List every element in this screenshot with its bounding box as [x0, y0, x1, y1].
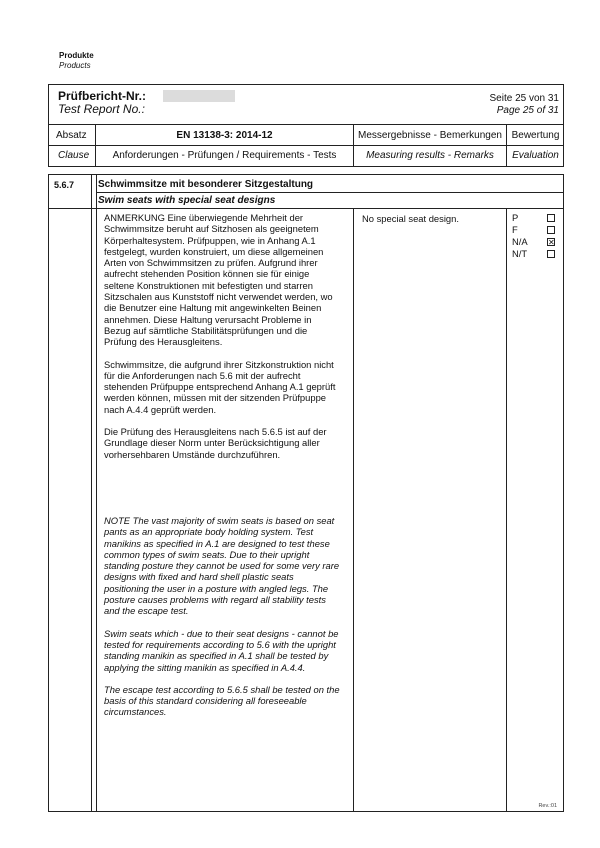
paragraph: NOTE The vast majority of swim seats is based on seat pants as an appropriate body holding system. Test manikins as specified in A.1 are designed to test these common types of swim seats. Due to their upright standing posture they cannot be used for some very rare designs with fixed and hard shell plastic seats positioning the user in a posture with angled legs. The posture causes problems with regard all stability tests and the escape test.: [104, 515, 340, 617]
requirements-header: Anforderungen - Prüfungen / Requirements - Tests: [112, 150, 337, 161]
evaluation-label-f: F: [512, 224, 518, 235]
paragraph: ANMERKUNG Eine überwiegende Mehrheit der Schwimmsitze beruht auf Sitzhosen als geeignetem Körperhaltesystem. Prüfpuppen, wie in Anhang A.1 festgelegt, wurden konstruiert, um diese allgemeinen Arten von Schwimmsitzen zu prüfen. Aufgrund ihrer aufrecht stehenden Position können sie für einige seltene Konstruktionen mit befestigten und starren Sitzschalen aus Kunststoff nicht verwendet werden, wo die Benutzer eine Haltung mit angewinkelten Beinen annehmen. Diese Haltung verursacht Probleme in Bezug auf sämtliche Stabilitätsprüfungen und die Prüfung des Herausgleitens.: [104, 212, 333, 348]
page-indicator: Seite 25 von 31: [489, 93, 559, 104]
section-title-en: Swim seats with special seat designs: [98, 195, 276, 206]
evaluation-label-p: P: [512, 212, 519, 223]
paragraph: Schwimmsitze, die aufgrund ihrer Sitzkonstruktion nicht für die Anforderungen nach 5.6 mit der aufrecht stehenden Prüfpuppe entsprechend Anhang A.1 geprüft werden können, müssen mit der sitzenden Prüfpuppe nach A.4.4 geprüft werden.: [104, 358, 336, 415]
revision-label: Rev.:01: [538, 803, 557, 809]
page-indicator-en: Page 25 of 31: [496, 105, 559, 116]
checkbox-f[interactable]: [547, 226, 555, 234]
redacted-report-number: [163, 90, 235, 102]
divider: [48, 208, 564, 209]
results-header-en: Measuring results - Remarks: [366, 150, 494, 161]
report-number-label: Prüfbericht-Nr.:: [58, 89, 147, 103]
report-number-label-en: Test Report No.:: [58, 102, 145, 116]
checkbox-nt[interactable]: [547, 250, 555, 258]
evaluation-label-nt: N/T: [512, 248, 528, 259]
clause-header-en: Clause: [58, 150, 90, 161]
results-header: Messergebnisse - Bemerkungen: [358, 130, 502, 141]
evaluation-header: Bewertung: [511, 130, 560, 141]
requirements-text-en: [104, 515, 354, 729]
section-title: Schwimmsitze mit besonderer Sitzgestaltung: [98, 179, 314, 190]
paragraph: Die Prüfung des Herausgleitens nach 5.6.5 ist auf der Grundlage dieser Norm unter Berücksichtigung aller vorhersehbaren Umstände durchzuführen.: [104, 426, 327, 460]
divider: [96, 174, 97, 812]
clause-header: Absatz: [56, 130, 87, 141]
divider: [506, 208, 507, 812]
standard-header: EN 13138-3: 2014-12: [176, 130, 273, 141]
paragraph: Swim seats which - due to their seat designs - cannot be tested for requirements according to 5.6 with the upright standing manikin as specified in A.1 shall be tested by applying the sitting manikin as specified in A.4.4.: [104, 627, 339, 673]
requirements-text-de: [104, 212, 352, 471]
divider: [96, 192, 564, 193]
checkbox-p[interactable]: [547, 214, 555, 222]
checkbox-na[interactable]: ✕: [548, 238, 555, 247]
products-heading-en: Products: [59, 61, 91, 70]
measuring-result: No special seat design.: [362, 213, 459, 224]
divider: [48, 145, 564, 146]
evaluation-header-en: Evaluation: [512, 150, 559, 161]
paragraph: The escape test according to 5.6.5 shall be tested on the basis of this standard considering all foreseeable circumstances.: [104, 683, 340, 718]
clause-number: 5.6.7: [54, 180, 75, 190]
divider: [91, 174, 92, 812]
products-heading: Produkte: [59, 51, 94, 60]
evaluation-label-na: N/A: [512, 236, 528, 247]
